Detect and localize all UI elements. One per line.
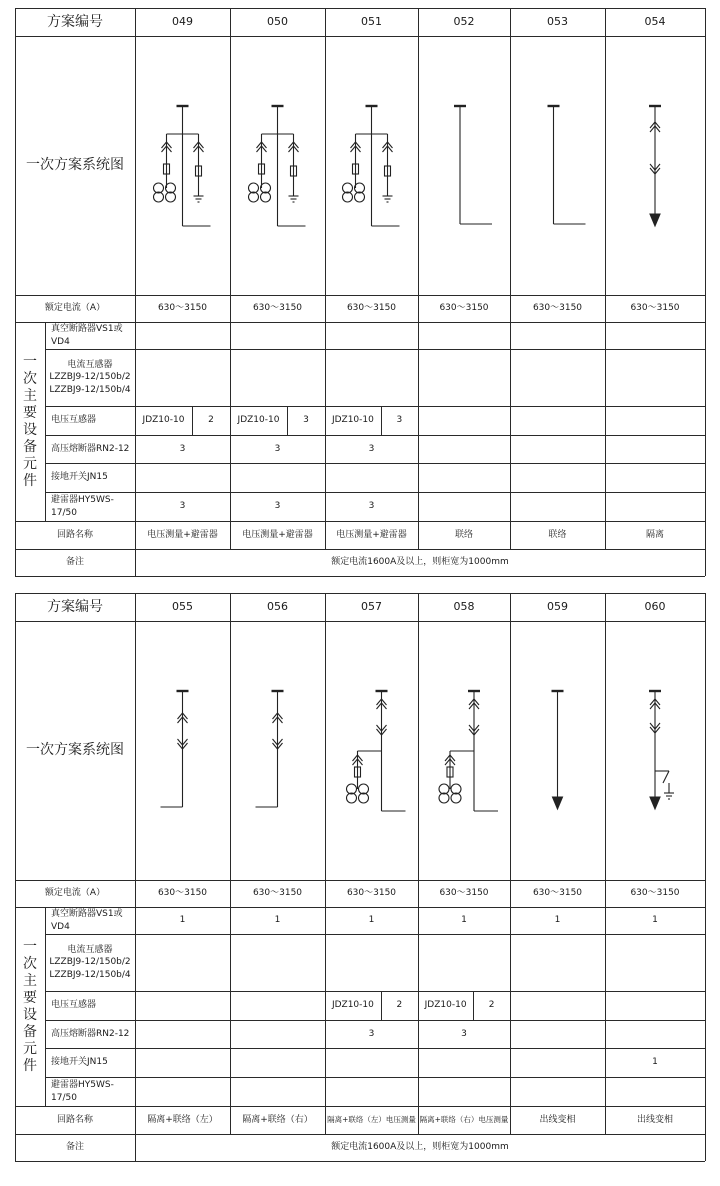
group-label-char: 次 [23,955,37,972]
circuit-name: 隔离+联络（右）电压测量 [419,1114,509,1124]
scheme-code: 056 [267,599,288,613]
equipment-quantity [605,406,705,435]
equipment-quantity [605,934,705,991]
group-label-char: 元 [23,455,37,472]
equipment-label-line: LZZBJ9-12/150b/4 [49,969,131,980]
group-label-char: 要 [23,989,37,1006]
rated-current-value: 630～3150 [532,303,583,314]
rated-current-label: 额定电流（A） [44,303,106,314]
group-label-char: 主 [23,387,37,404]
equipment-label [45,934,135,991]
equipment-label-line: 电流互感器 [67,945,113,956]
circuit-name: 隔离+联络（左）电压测量 [327,1114,416,1124]
equipment-quantity: 1 [652,1057,658,1068]
equipment-label-line: 真空断路器VS1或VD4 [51,909,123,932]
equipment-label [45,349,135,406]
equipment-quantity [135,1048,230,1077]
equipment-quantity [325,934,418,991]
equipment-quantity [605,463,705,492]
equipment-label-line: 电流互感器 [67,360,113,371]
group-label-char: 主 [23,972,37,989]
scheme-code: 060 [644,599,666,613]
bus-tie-icon [418,36,510,295]
group-label-char: 一 [23,938,37,955]
rated-current-value: 630～3150 [157,888,208,899]
circuit-name: 联络 [548,529,567,540]
equipment-quantity: 1 [368,915,375,926]
equipment-quantity [418,406,510,435]
equipment-quantity [418,435,510,463]
scheme-code: 059 [547,599,568,613]
equipment-group-label [15,322,45,521]
group-label-char: 设 [23,1006,37,1023]
circuit-name: 出线变相 [539,1114,576,1125]
rated-current-label: 额定电流（A） [44,888,106,899]
equipment-quantity: 3 [461,1028,467,1039]
group-label-char: 设 [23,421,37,438]
rated-current-value: 630～3150 [252,888,303,899]
equipment-quantity [605,322,705,349]
equipment-label [45,1048,135,1077]
scheme-number-label: 方案编号 [47,598,103,615]
group-label-char: 件 [23,472,37,489]
equipment-label-line: 高压熔断器RN2-12 [51,1028,130,1039]
bus-tie-icon [510,36,605,295]
circuit-name: 隔离+联络（左） [147,1114,218,1125]
equipment-quantity [510,991,605,1020]
equipment-quantity: 3 [368,443,375,454]
equipment-label [45,1020,135,1048]
equipment-quantity [418,1048,510,1077]
pt-quantity: 2 [396,1000,403,1011]
table-rule [381,406,382,435]
outgoing-arrow-icon [510,621,605,880]
equipment-quantity [418,1077,510,1106]
equipment-quantity [605,1020,705,1048]
group-label-char: 元 [23,1040,37,1057]
rated-current-value: 630～3150 [252,303,303,314]
rated-current-value: 630～3150 [439,303,489,314]
equipment-quantity [135,322,230,349]
equipment-quantity [230,322,325,349]
equipment-quantity [230,991,325,1020]
scheme-code: 057 [361,599,382,613]
equipment-label-line: 接地开关JN15 [51,1057,108,1068]
scheme-code: 053 [547,14,568,28]
isolation-tie-icon [135,621,230,880]
outgoing-earth-switch-icon [605,621,705,880]
equipment-label-line: LZZBJ9-12/150b/2 [49,372,131,383]
equipment-quantity [510,934,605,991]
equipment-quantity [135,1020,230,1048]
remarks-text: 额定电流1600A及以上，则柜宽为1000mm [331,557,509,568]
pt-quantity: 3 [303,415,309,426]
busbar-pt-arrester-icon [325,36,418,295]
equipment-quantity [510,463,605,492]
equipment-quantity [418,934,510,991]
pt-model: JDZ10-10 [331,1000,374,1011]
equipment-label [45,435,135,463]
equipment-quantity: 1 [274,915,281,926]
equipment-quantity [325,1048,418,1077]
scheme-code: 049 [172,14,193,28]
equipment-quantity [605,492,705,521]
table-rule [15,576,705,577]
equipment-quantity [418,463,510,492]
equipment-label-line: 电压互感器 [51,1000,97,1011]
diagram-row-label: 一次方案系统图 [26,157,124,174]
remarks-label: 备注 [65,557,84,568]
equipment-quantity [325,1077,418,1106]
equipment-quantity [135,463,230,492]
scheme-code: 050 [267,14,288,28]
equipment-quantity [510,1048,605,1077]
equipment-label-line: 避雷器HY5WS-17/50 [51,495,114,518]
equipment-quantity: 1 [179,915,186,926]
equipment-quantity [605,991,705,1020]
rated-current-value: 630～3150 [439,888,489,899]
equipment-group-label [15,907,45,1106]
pt-quantity: 3 [396,415,403,426]
equipment-quantity [418,349,510,406]
equipment-quantity [605,1077,705,1106]
table-rule [473,991,474,1020]
pt-quantity: 2 [208,415,214,426]
group-label-char: 要 [23,404,37,421]
equipment-label [45,991,135,1020]
equipment-quantity [418,322,510,349]
table-rule [15,1161,705,1162]
group-label-char: 次 [23,370,37,387]
table-rule [192,406,193,435]
group-label-char: 一 [23,353,37,370]
rated-current-value: 630～3150 [532,888,583,899]
diagram-row-label: 一次方案系统图 [26,742,124,759]
isolation-pt-icon [325,621,418,880]
equipment-quantity: 3 [274,443,281,454]
isolation-tie-icon [230,621,325,880]
circuit-name: 电压测量+避雷器 [147,529,218,540]
scheme-code: 051 [361,14,382,28]
equipment-label [45,907,135,934]
equipment-quantity [325,463,418,492]
equipment-quantity: 3 [368,1028,375,1039]
equipment-quantity [418,492,510,521]
pt-model: JDZ10-10 [142,415,185,426]
table-rule [705,8,706,576]
pt-model: JDZ10-10 [424,1000,467,1011]
circuit-name: 电压测量+避雷器 [242,529,313,540]
rated-current-value: 630～3150 [630,303,680,314]
isolation-pt-icon [418,621,510,880]
scheme-code: 055 [172,599,193,613]
equipment-quantity [135,991,230,1020]
rated-current-value: 630～3150 [630,888,680,899]
equipment-quantity [230,349,325,406]
isolation-arrow-icon [605,36,705,295]
equipment-quantity [605,349,705,406]
equipment-label [45,463,135,492]
circuit-name: 隔离+联络（右） [242,1114,313,1125]
equipment-label-line: 避雷器HY5WS-17/50 [51,1080,114,1103]
rated-current-value: 630～3150 [346,303,397,314]
equipment-quantity: 3 [179,501,186,512]
equipment-quantity [510,435,605,463]
circuit-name: 电压测量+避雷器 [336,529,407,540]
equipment-quantity [605,435,705,463]
table-rule [287,406,288,435]
equipment-quantity: 3 [179,443,186,454]
equipment-quantity [230,1077,325,1106]
busbar-pt-arrester-icon [230,36,325,295]
equipment-quantity [510,492,605,521]
equipment-label [45,406,135,435]
circuit-name: 联络 [454,529,473,540]
equipment-quantity [325,322,418,349]
scheme-code: 054 [644,14,666,28]
equipment-quantity [230,934,325,991]
equipment-label-line: 高压熔断器RN2-12 [51,443,130,454]
circuit-name-label: 回路名称 [56,1114,93,1125]
equipment-label-line: LZZBJ9-12/150b/4 [49,384,131,395]
equipment-label [45,1077,135,1106]
equipment-quantity [135,349,230,406]
rated-current-value: 630～3150 [346,888,397,899]
equipment-quantity [510,406,605,435]
equipment-quantity: 1 [554,915,561,926]
rated-current-value: 630～3150 [157,303,208,314]
table-rule [381,991,382,1020]
equipment-quantity: 3 [274,501,281,512]
equipment-label-line: LZZBJ9-12/150b/2 [49,957,131,968]
circuit-name-label: 回路名称 [56,529,93,540]
equipment-quantity [325,349,418,406]
equipment-quantity: 1 [652,915,658,926]
equipment-quantity [135,1077,230,1106]
group-label-char: 备 [23,1023,37,1040]
equipment-quantity [230,1048,325,1077]
pt-model: JDZ10-10 [331,415,374,426]
pt-model: JDZ10-10 [237,415,280,426]
pt-quantity: 2 [488,1000,495,1011]
equipment-quantity [510,1020,605,1048]
equipment-label-line: 接地开关JN15 [51,472,108,483]
group-label-char: 备 [23,438,37,455]
scheme-code: 052 [453,14,475,28]
group-label-char: 件 [23,1057,37,1074]
equipment-quantity: 3 [368,501,375,512]
equipment-label-line: 电压互感器 [51,415,97,426]
scheme-number-label: 方案编号 [47,13,103,30]
busbar-pt-arrester-icon [135,36,230,295]
equipment-quantity [230,463,325,492]
equipment-label [45,322,135,349]
equipment-quantity [510,1077,605,1106]
equipment-quantity [510,322,605,349]
circuit-name: 出线变相 [636,1114,673,1125]
equipment-quantity [135,934,230,991]
equipment-quantity [230,1020,325,1048]
table-rule [705,593,706,1161]
scheme-code: 058 [453,599,475,613]
equipment-quantity: 1 [461,915,467,926]
remarks-label: 备注 [65,1142,84,1153]
equipment-label-line: 真空断路器VS1或VD4 [51,324,123,347]
equipment-quantity [510,349,605,406]
remarks-text: 额定电流1600A及以上，则柜宽为1000mm [331,1142,509,1153]
circuit-name: 隔离 [645,529,664,540]
equipment-label [45,492,135,521]
